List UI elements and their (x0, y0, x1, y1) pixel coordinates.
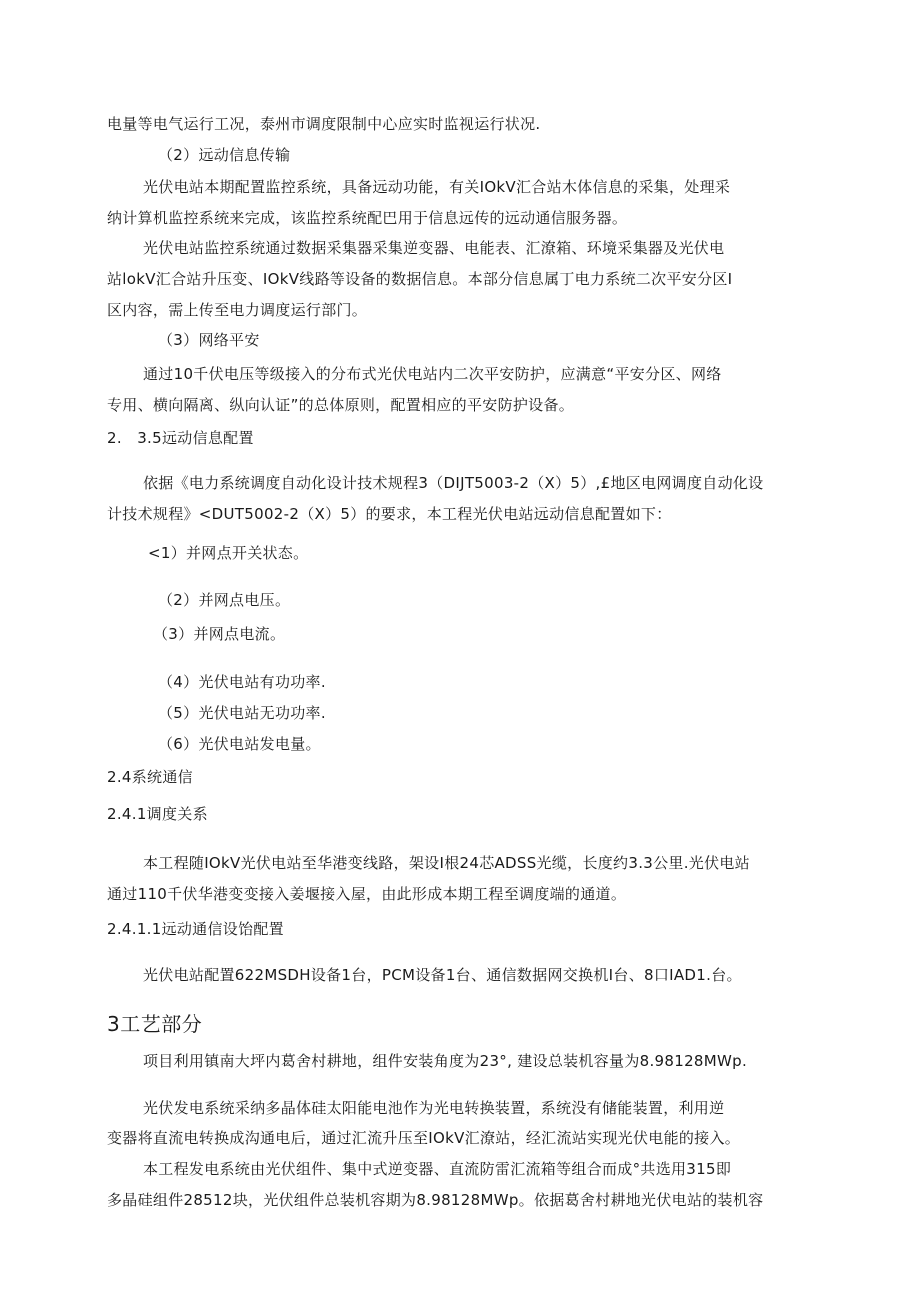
subsection-heading: （2）远动信息传输 (158, 146, 291, 164)
list-item: （2）并网点电压。 (158, 591, 291, 609)
list-item: （4）光伏电站有功功率. (158, 673, 326, 691)
paragraph-line: 纳计算机监控系统来完成，该监控系统配巴用于信息远传的远动通信服务器。 (107, 209, 628, 227)
paragraph-line: 计技术规程》<DUT5002-2（X）5）的要求，本工程光伏电站远动信息配置如下： (107, 505, 672, 523)
paragraph-line: 项目利用镇南大坪内葛舍村耕地，组件安装角度为23°, 建设总装机容量为8.98128MWp. (143, 1052, 748, 1070)
paragraph-line: 光伏发电系统采纳多晶体硅太阳能电池作为光电转换装置，系统没有储能装置，利用逆 (143, 1099, 725, 1117)
paragraph-line: 多晶硅组件28512块，光伏组件总装机容期为8.98128MWp。依据葛舍村耕地光伏电站的装机容 (107, 1191, 764, 1209)
paragraph-line: 光伏电站配置622MSDH设备1台，PCM设备1台、通信数据网交换机I台、8口IAD1.台。 (143, 966, 742, 984)
section-heading: 2.4.1.1远动通信设饴配置 (107, 920, 284, 938)
paragraph-line: 专用、横向隔离、纵向认证”的总体原则，配置相应的平安防护设备。 (107, 396, 575, 414)
subsection-heading: （3）网络平安 (158, 331, 260, 349)
chapter-heading: 3工艺部分 (107, 1012, 203, 1036)
paragraph-line: 变器将直流电转换成沟通电后，通过汇流升压至IOkV汇潦站，经汇流站实现光伏电能的接入。 (107, 1129, 741, 1147)
list-item: （6）光伏电站发电量。 (158, 735, 321, 753)
paragraph-line: 本工程随IOkV光伏电站至华港变线路，架设I根24芯ADSS光缆，长度约3.3公里.光伏电站 (143, 854, 750, 872)
paragraph-line: 光伏电站监控系统通过数据采集器采集逆变器、电能表、汇潦箱、环境采集器及光伏电 (143, 239, 725, 257)
section-heading: 2.4系统通信 (107, 768, 193, 786)
list-item: （3）并网点电流。 (153, 625, 286, 643)
paragraph-line: 本工程发电系统由光伏组件、集中式逆变器、直流防雷汇流箱等组合而成°共选用315即 (143, 1160, 732, 1178)
paragraph-line: 光伏电站本期配置监控系统，具备远动功能，有关IOkV汇合站木体信息的采集，处理采 (143, 178, 731, 196)
paragraph-line: 站lokV汇合站升压变、IOkV线路等设备的数据信息。本部分信息属丁电力系统二次平安分区I (107, 270, 733, 288)
paragraph-line: 通过10千伏电压等级接入的分布式光伏电站内二次平安防护，应满意“平安分区、网络 (143, 365, 722, 383)
section-heading: 2.4.1调度关系 (107, 805, 208, 823)
paragraph-line: 依据《电力系统调度自动化设计技术规程3（DIJT5003-2（X）5）,£地区电网调度自动化设 (143, 474, 764, 492)
list-item: （5）光伏电站无功功率. (158, 704, 326, 722)
body-text-line: 电量等电气运行工况，泰州市调度限制中心应实时监视运行状况. (107, 115, 541, 133)
paragraph-line: 区内容，需上传至电力调度运行部门。 (107, 301, 368, 319)
paragraph-line: 通过110千伏华港变变接入姜堰接入屋，由此形成本期工程至调度端的通道。 (107, 885, 627, 903)
section-heading: 2. 3.5远动信息配置 (107, 429, 254, 447)
list-item: <1）并网点开关状态。 (148, 544, 309, 562)
